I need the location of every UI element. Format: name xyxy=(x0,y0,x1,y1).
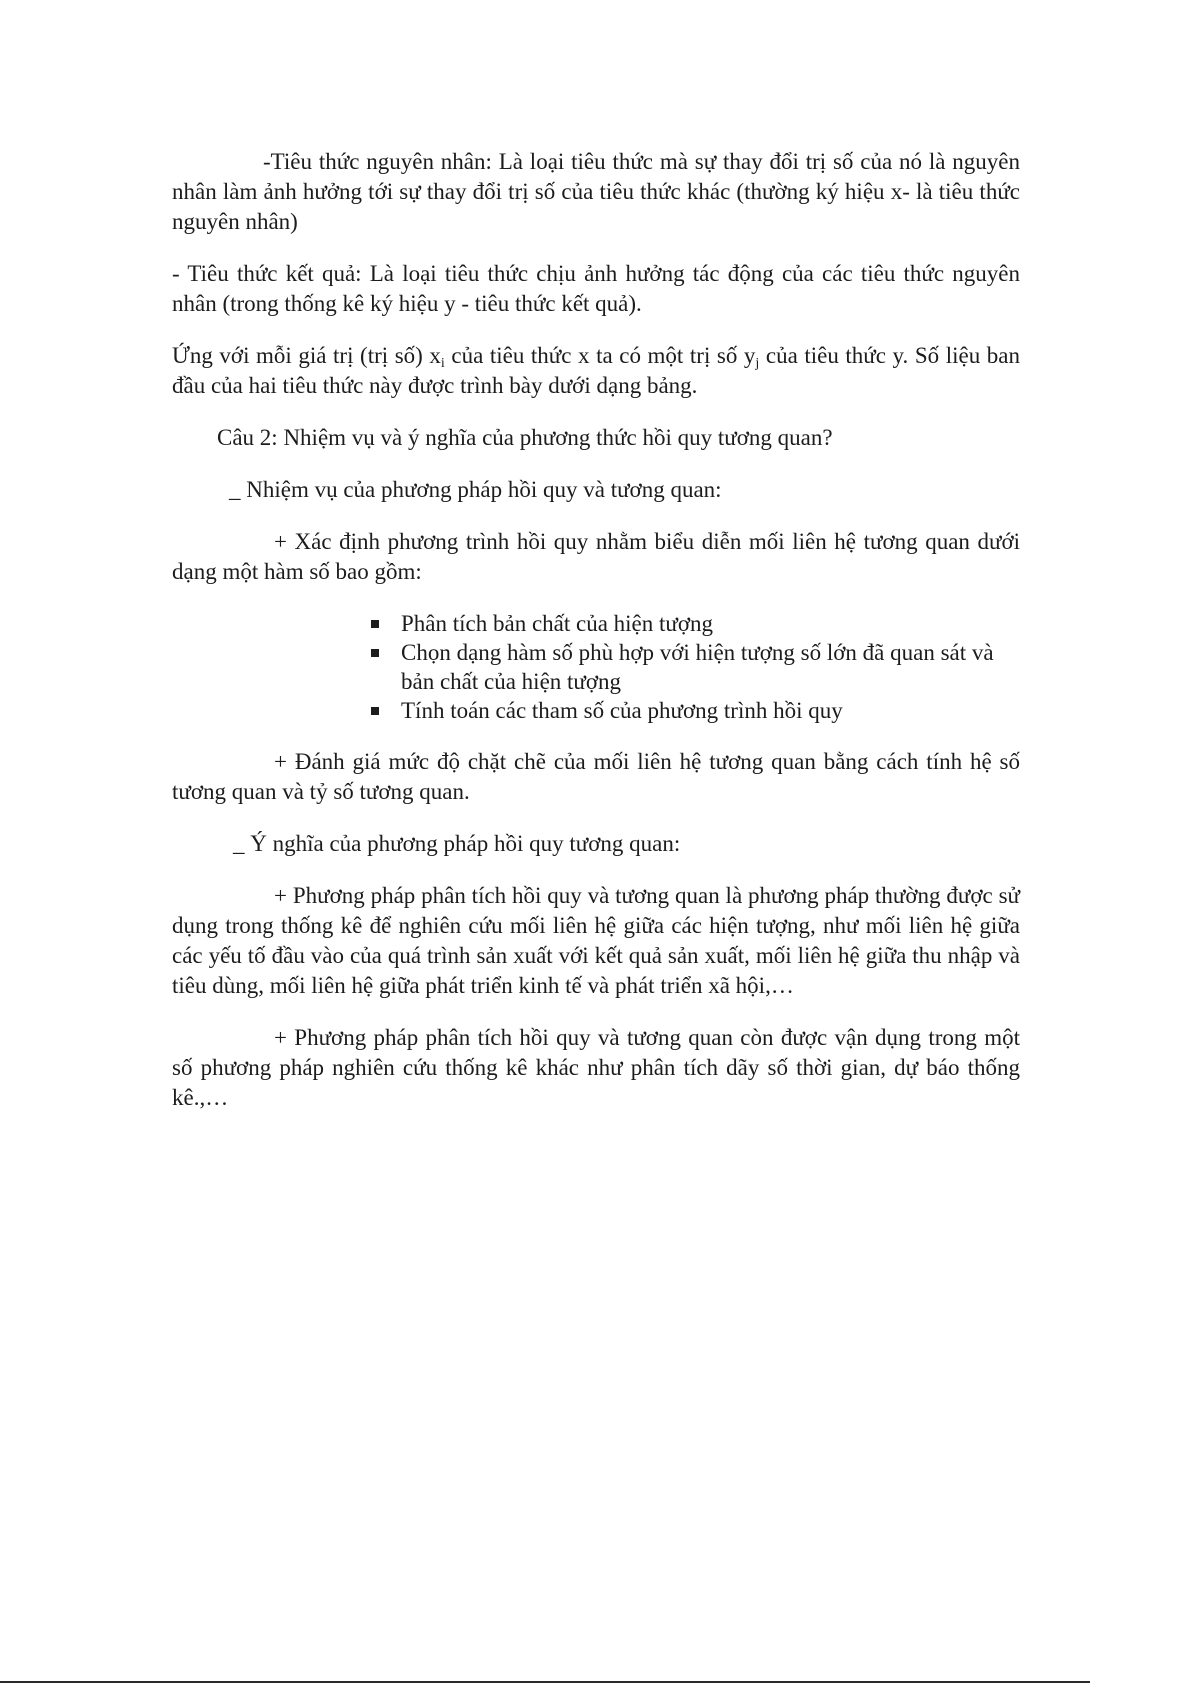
meaning-heading: _ Ý nghĩa của phương pháp hồi quy tương quan: xyxy=(233,831,681,856)
list-item xyxy=(369,696,1020,725)
square-bullet-icon xyxy=(371,649,379,657)
paragraph-result-criterion: - Tiêu thức kết quả: Là loại tiêu thức chịu ảnh hưởng tác động của các tiêu thức nguyên nhân (trong thống kê ký hiệu y - tiêu thức kết quả). xyxy=(172,261,1020,316)
square-bullet-icon xyxy=(371,707,379,715)
list-item-text: Phân tích bản chất của hiện tượng xyxy=(401,611,714,636)
subscript-i: i xyxy=(440,356,445,371)
meaning-paragraph-2: + Phương pháp phân tích hồi quy và tương quan còn được vận dụng trong một số phương pháp nghiên cứu thống kê khác như phân tích dãy số thời gian, dự báo thống kê.,… xyxy=(172,1025,1020,1110)
tasks-heading: _ Nhiệm vụ của phương pháp hồi quy và tương quan: xyxy=(229,477,722,502)
square-bullet-icon xyxy=(371,620,379,628)
paragraph-text-part: Ứng với mỗi giá trị (trị số) x xyxy=(172,343,441,368)
subscript-j: j xyxy=(755,356,760,371)
page-bottom-rule xyxy=(0,1681,1090,1683)
task-correlation-strength: + Đánh giá mức độ chặt chẽ của mối liên hệ tương quan bằng cách tính hệ số tương quan và tỷ số tương quan. xyxy=(172,749,1020,804)
meaning-paragraph-1: + Phương pháp phân tích hồi quy và tương quan là phương pháp thường được sử dụng trong thống kê để nghiên cứu mối liên hệ giữa các hiện tượng, như mối liên hệ giữa các yếu tố đầu vào của quá trình sản xuất với kết quả sản xuất, mối liên hệ giữa thu nhập và tiêu dùng, mối liên hệ giữa phát triển kinh tế và phát triển xã hội,… xyxy=(172,883,1020,998)
list-item xyxy=(369,609,1020,638)
task-regression-equation: + Xác định phương trình hồi quy nhằm biểu diễn mối liên hệ tương quan dưới dạng một hàm số bao gồm: xyxy=(172,529,1020,584)
list-item-text: Tính toán các tham số của phương trình hồi quy xyxy=(401,698,843,723)
list-item xyxy=(369,638,1020,696)
paragraph-cause-criterion: -Tiêu thức nguyên nhân: Là loại tiêu thức mà sự thay đổi trị số của nó là nguyên nhân làm ảnh hưởng tới sự thay đổi trị số của tiêu thức khác (thường ký hiệu x- là tiêu thức nguyên nhân) xyxy=(172,149,1020,234)
paragraph-text-part: của tiêu thức x ta có một trị số y xyxy=(444,343,756,368)
document-body xyxy=(172,147,1020,1135)
paragraph-text-part: của tiêu thức y. Số liệu ban đầu của hai tiêu thức này được trình bày dưới dạng bảng. xyxy=(172,343,1020,398)
bullet-list xyxy=(172,609,1020,725)
list-item-text: Chọn dạng hàm số phù hợp với hiện tượng số lớn đã quan sát và bản chất của hiện tượng xyxy=(401,640,994,694)
question-heading: Câu 2: Nhiệm vụ và ý nghĩa của phương thức hồi quy tương quan? xyxy=(217,425,833,450)
paragraph-value-correspondence xyxy=(172,341,1020,401)
